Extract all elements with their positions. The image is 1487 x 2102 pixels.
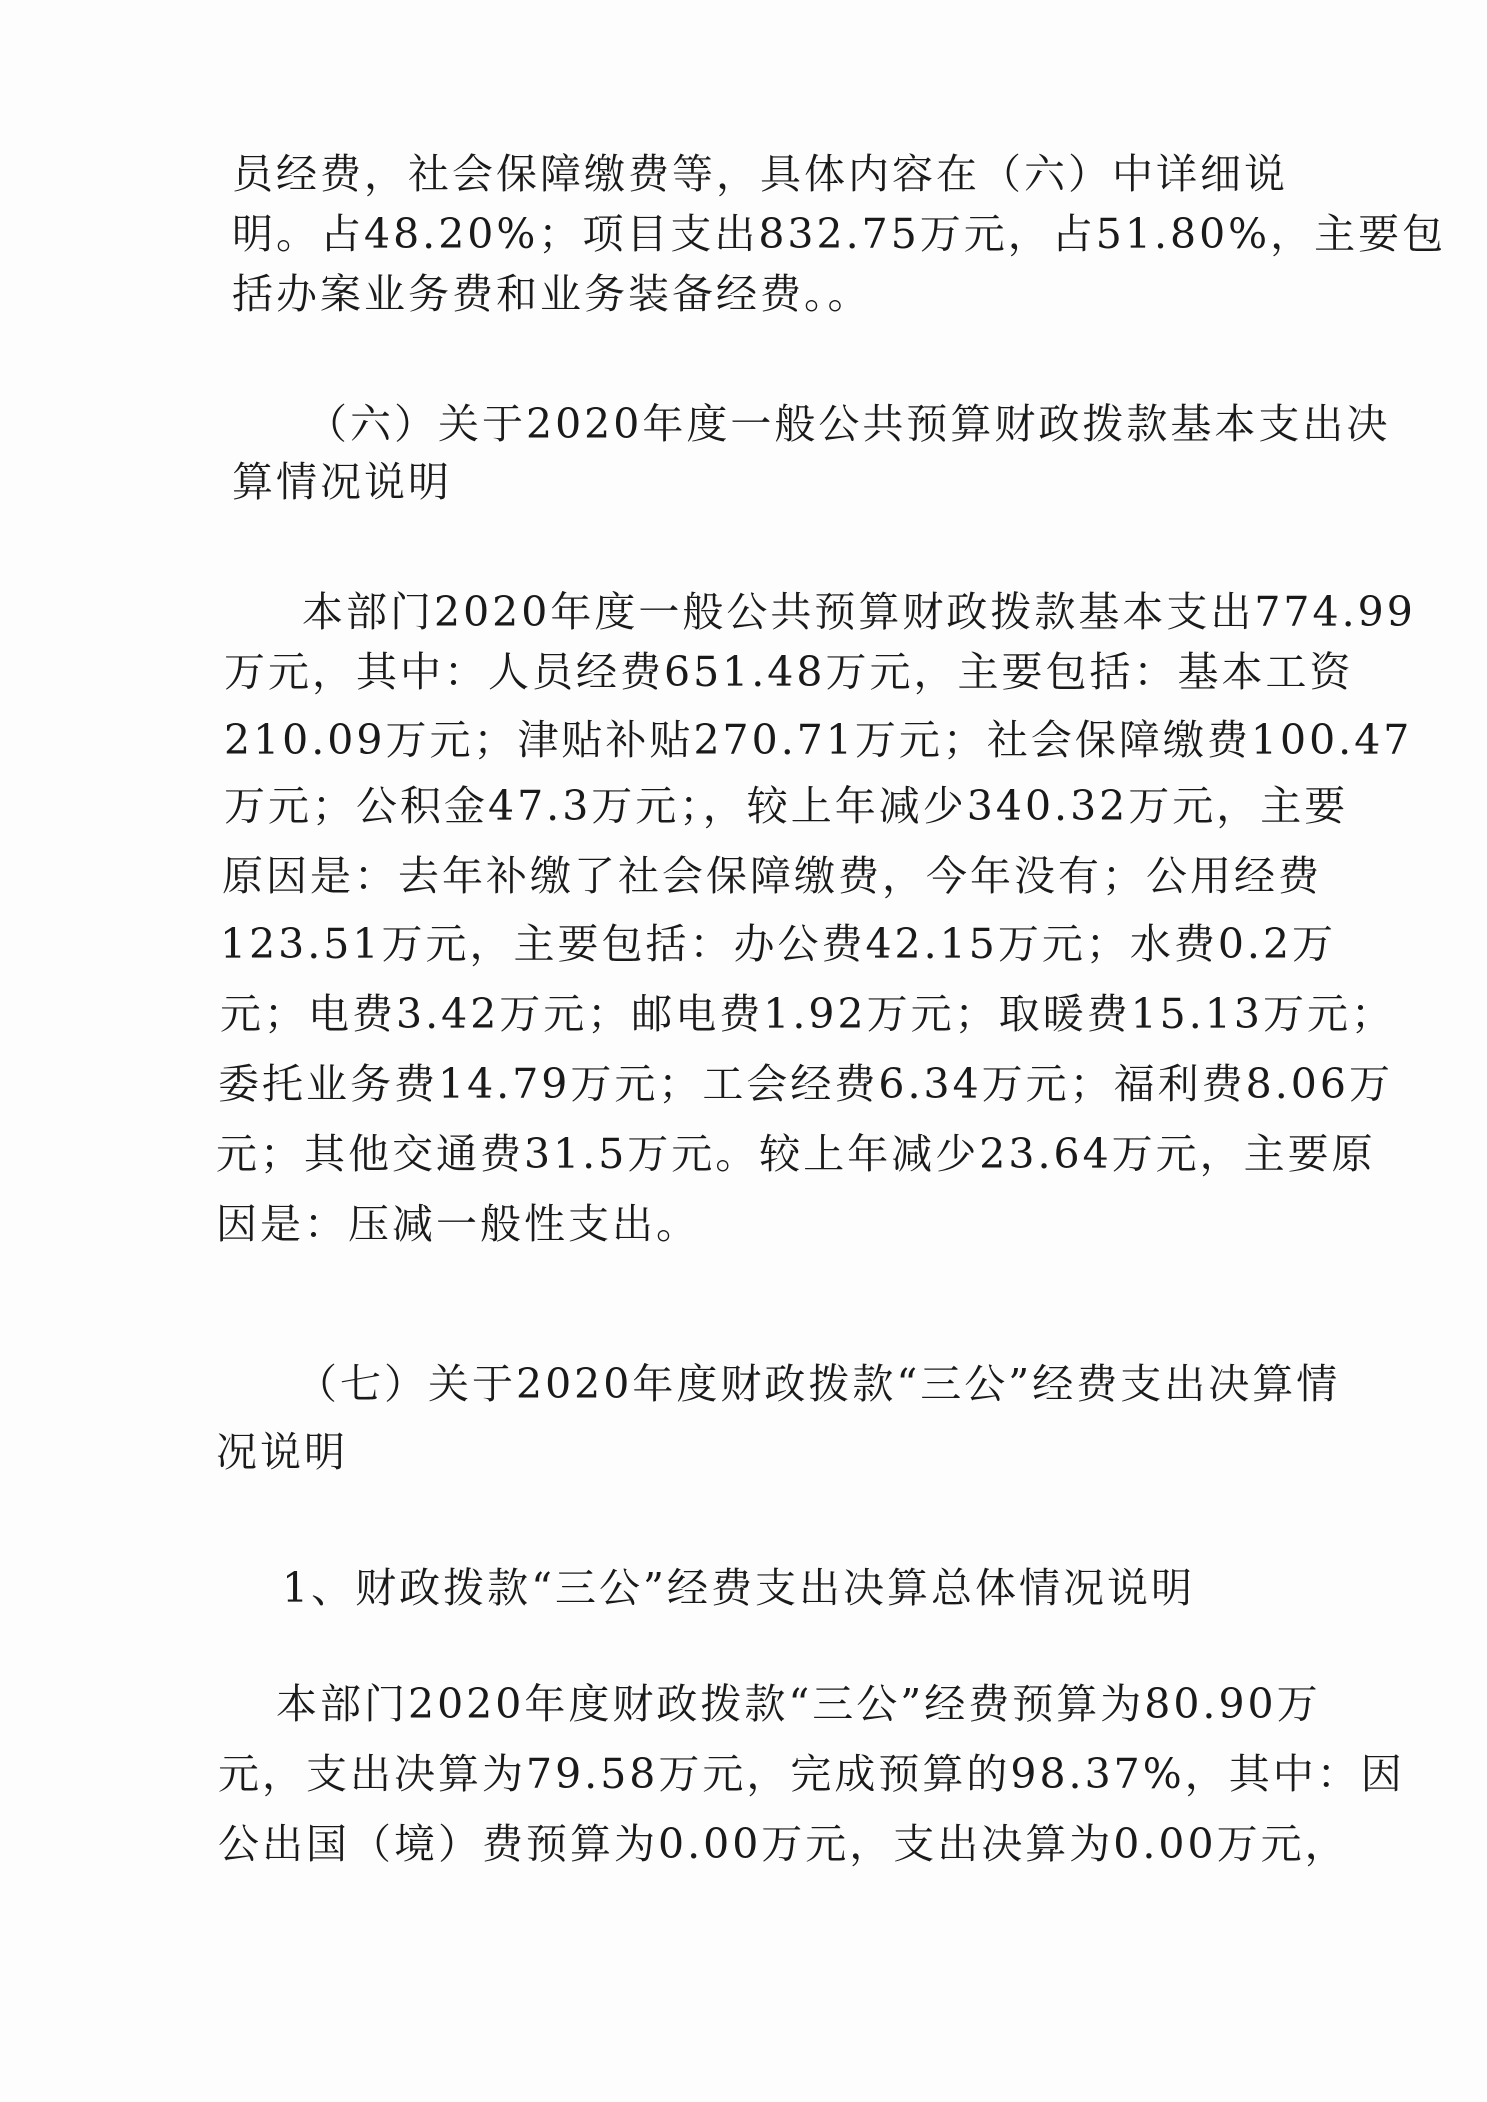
paragraph-line: 明。占48.20%；项目支出832.75万元，占51.80%，主要包 <box>232 210 1447 258</box>
section-heading-6-cont: 算情况说明 <box>232 458 452 506</box>
paragraph-line: 万元；公积金47.3万元；，较上年减少340.32万元，主要 <box>224 782 1349 830</box>
paragraph-line: 元，支出决算为79.58万元，完成预算的98.37%，其中：因 <box>218 1750 1405 1798</box>
paragraph-line: 本部门2020年度一般公共预算财政拨款基本支出774.99 <box>302 588 1416 636</box>
section-heading-7-cont: 况说明 <box>216 1428 348 1476</box>
paragraph-line: 原因是：去年补缴了社会保障缴费，今年没有；公用经费 <box>222 852 1322 900</box>
paragraph-line: 员经费，社会保障缴费等，具体内容在（六）中详细说 <box>232 150 1288 198</box>
section-heading-6: （六）关于2020年度一般公共预算财政拨款基本支出决 <box>306 400 1391 448</box>
subheading-1: 1、财政拨款“三公”经费支出决算总体情况说明 <box>282 1564 1196 1612</box>
paragraph-line: 括办案业务费和业务装备经费。。 <box>232 270 872 318</box>
paragraph-line: 委托业务费14.79万元；工会经费6.34万元；福利费8.06万 <box>218 1060 1393 1108</box>
paragraph-line: 因是：压减一般性支出。 <box>216 1200 700 1248</box>
paragraph-line: 元；电费3.42万元；邮电费1.92万元；取暖费15.13万元； <box>220 990 1395 1038</box>
paragraph-line: 万元，其中：人员经费651.48万元，主要包括：基本工资 <box>224 648 1354 696</box>
paragraph-line: 元；其他交通费31.5万元。较上年减少23.64万元，主要原 <box>216 1130 1376 1178</box>
paragraph-line: 本部门2020年度财政拨款“三公”经费预算为80.90万 <box>276 1680 1321 1728</box>
paragraph-line: 210.09万元；津贴补贴270.71万元；社会保障缴费100.47 <box>224 716 1413 764</box>
section-heading-7: （七）关于2020年度财政拨款“三公”经费支出决算情 <box>296 1360 1341 1408</box>
paragraph-line: 123.51万元，主要包括：办公费42.15万元；水费0.2万 <box>220 920 1337 968</box>
paragraph-line: 公出国（境）费预算为0.00万元，支出决算为0.00万元， <box>218 1820 1349 1868</box>
